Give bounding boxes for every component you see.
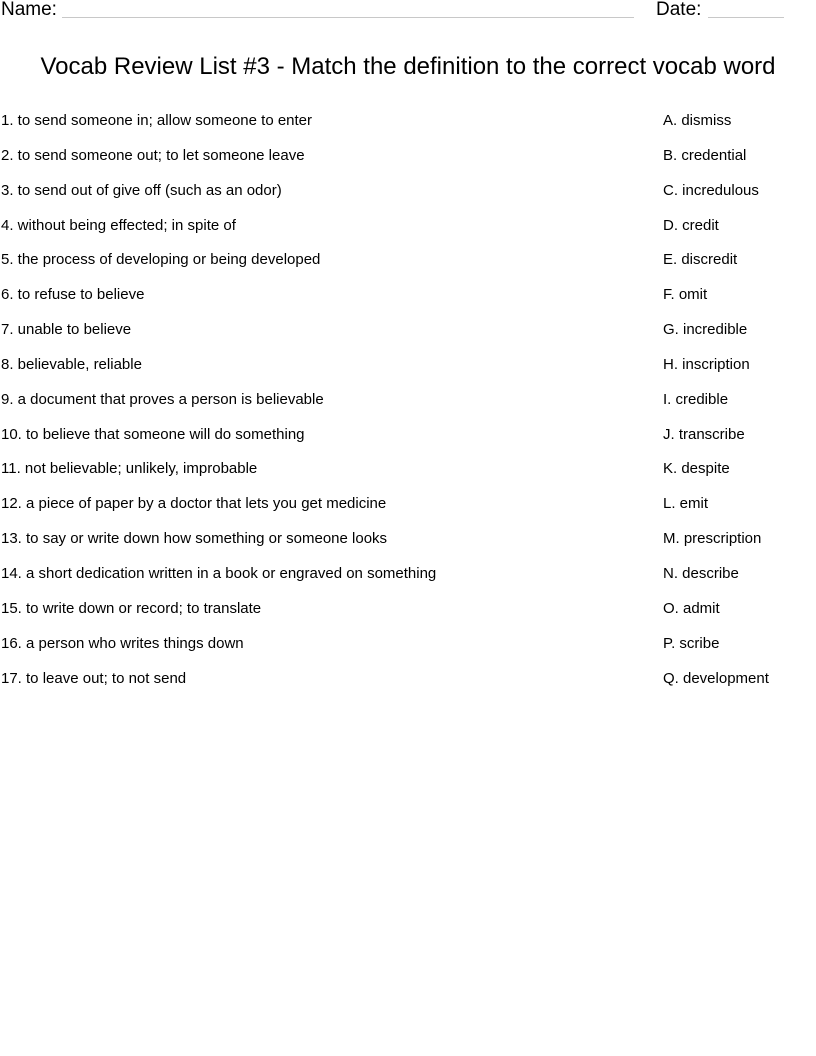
vocab-choice: J. transcribe (663, 425, 745, 443)
vocab-choice: N. describe (663, 564, 739, 582)
definition-item: 3. to send out of give off (such as an odor) (1, 181, 282, 199)
definition-item: 13. to say or write down how something or someone looks (1, 530, 388, 548)
vocab-choice: Q. development (663, 669, 769, 687)
definition-item: 6. to refuse to believe (1, 286, 145, 304)
definition-item: 1. to send someone in; allow someone to enter (1, 112, 313, 129)
vocab-choice: D. credit (663, 216, 719, 234)
date-blank-line (708, 17, 784, 18)
vocab-choice: M. prescription (663, 530, 762, 548)
vocab-word-bank (663, 111, 813, 703)
definition-item: 9. a document that proves a person is believable (1, 390, 324, 408)
definition-item: 8. believable, reliable (1, 355, 142, 373)
vocab-choice: B. credential (663, 146, 747, 164)
date-label: Date: (656, 0, 702, 20)
definition-item: 2. to send someone out; to let someone leave (1, 146, 305, 164)
definition-item: 4. without being effected; in spite of (1, 216, 236, 234)
vocab-choice: O. admit (663, 599, 720, 617)
definition-item: 11. not believable; unlikely, improbable (1, 460, 258, 478)
vocab-choice: G. incredible (663, 321, 748, 339)
vocab-choice: E. discredit (663, 251, 738, 269)
definition-item: 12. a piece of paper by a doctor that lets you get medicine (1, 495, 387, 513)
vocab-choice: C. incredulous (663, 181, 759, 199)
definition-item: 15. to write down or record; to translate (1, 599, 262, 617)
definition-item: 5. the process of developing or being developed (1, 251, 321, 269)
vocab-choice: P. scribe (663, 634, 720, 652)
vocab-choice: F. omit (663, 286, 708, 304)
definition-item: 14. a short dedication written in a book or engraved on something (1, 564, 437, 582)
vocab-choice: I. credible (663, 390, 729, 408)
definition-item: 10. to believe that someone will do something (1, 425, 305, 443)
name-label: Name: (1, 0, 57, 20)
definition-item: 16. a person who writes things down (1, 634, 244, 652)
name-blank-line (62, 17, 634, 18)
vocab-choice: H. inscription (663, 355, 750, 373)
definition-item: 17. to leave out; to not send (1, 669, 187, 687)
name-date-header (0, 0, 816, 24)
vocab-choice: A. dismiss (663, 112, 732, 129)
definition-item: 7. unable to believe (1, 321, 132, 339)
vocab-choice: L. emit (663, 495, 709, 513)
page-title: Vocab Review List #3 - Match the definition to the correct vocab word (40, 53, 776, 80)
vocab-choice: K. despite (663, 460, 730, 478)
definitions-list (1, 111, 601, 703)
